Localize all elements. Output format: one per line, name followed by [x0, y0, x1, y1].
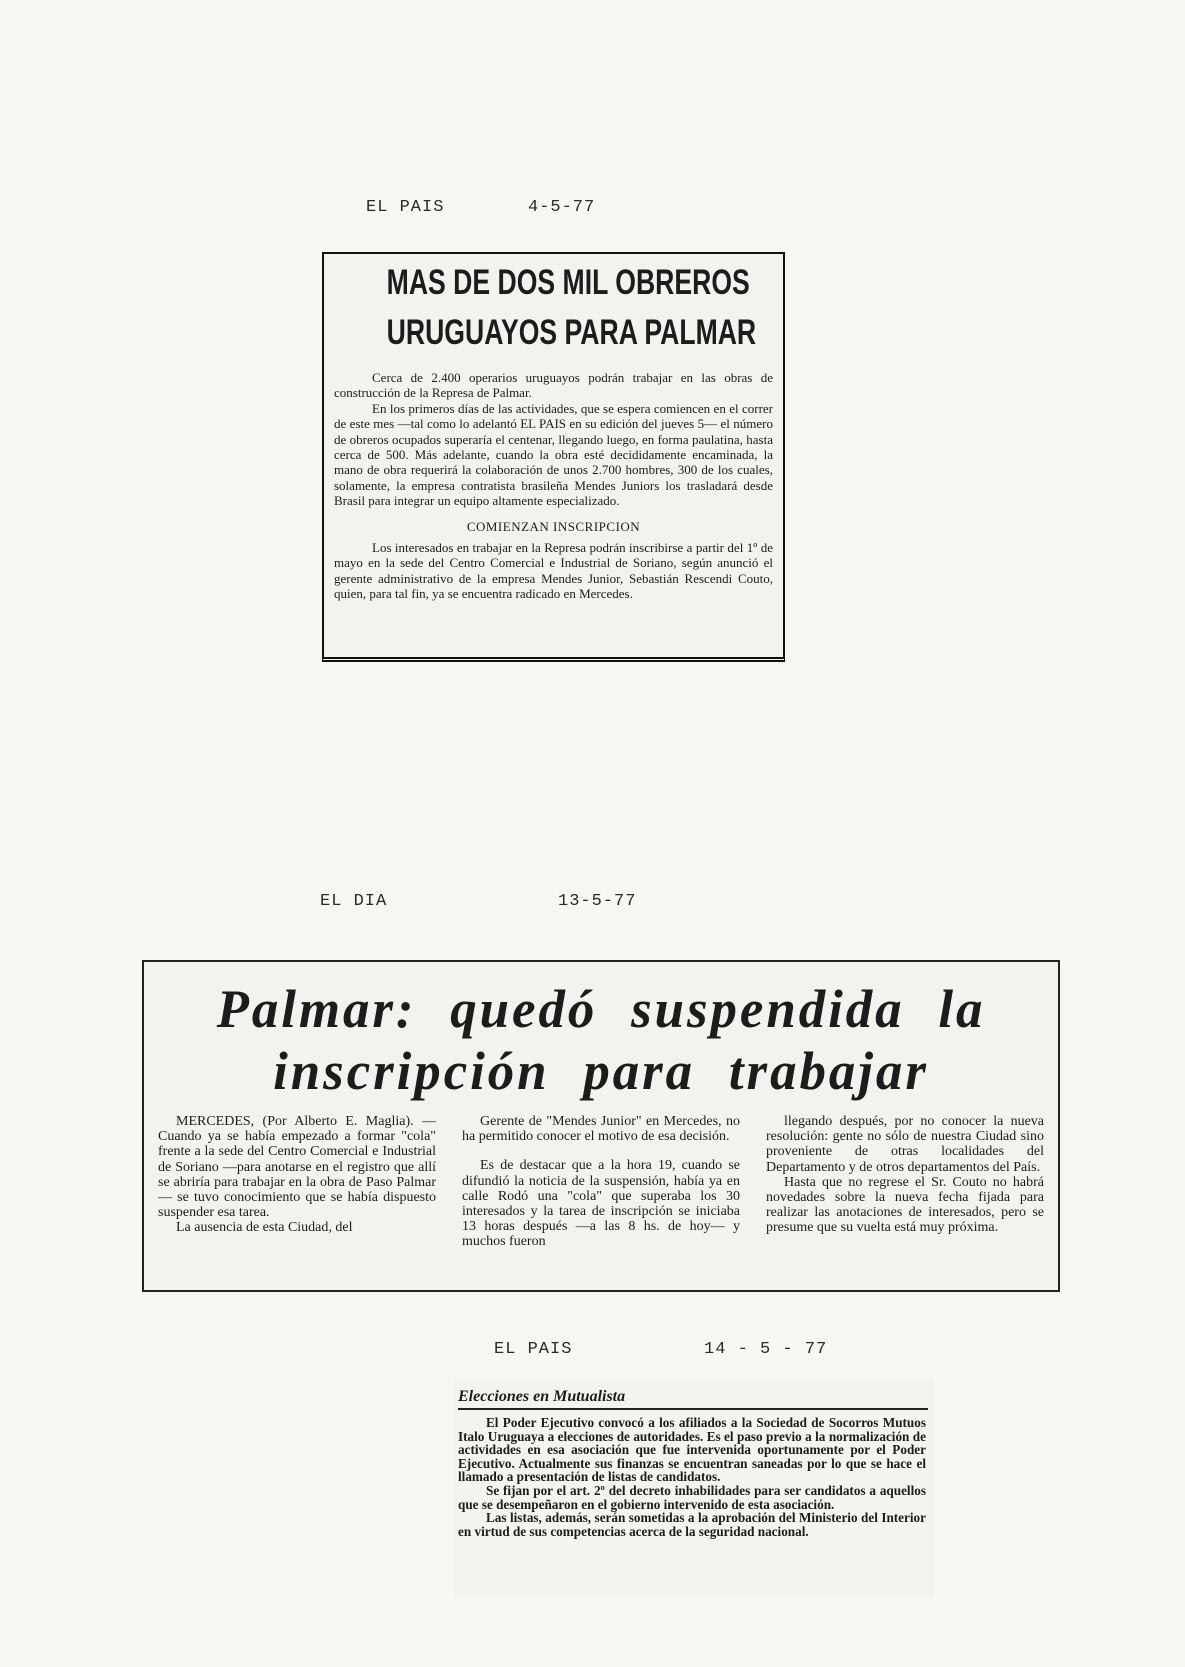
clipping-2-columns: [158, 1114, 1044, 1250]
clipping-2-headline-line-1: Palmar: quedó suspendida la: [216, 979, 986, 1039]
paragraph: Se fijan por el art. 2º del decreto inhabilidades para ser candidatos a aquellos que se desempeñaron en el gobierno intervenido de esta asociación.: [458, 1482, 926, 1512]
paragraph: Hasta que no regrese el Sr. Couto no habrá novedades sobre la nueva fecha fijada para realizar las anotaciones de interesados, pero se presume que su vuelta está muy próxima.: [766, 1174, 1044, 1236]
clipping-1-headline-line-2: URUGUAYOS PARA PALMAR: [386, 313, 757, 352]
paragraph: llegando después, por no conocer la nueva resolución: gente no sólo de nuestra Ciudad sino proveniente de otras localidades del Departamento y de otros departamentos del País.: [766, 1114, 1044, 1175]
clipping-2-headline-line-2: inscripción para trabajar: [273, 1041, 929, 1101]
paragraph: Cerca de 2.400 operarios uruguayos podrán trabajar en las obras de construcción de la Represa de Palmar.: [334, 370, 773, 401]
clipping-3-date: 14 - 5 - 77: [704, 1340, 828, 1359]
paragraph: En los primeros días de las actividades, que se espera comiencen en el correr de este mes —tal como lo adelantó EL PAIS en su edición del jueves 5— el número de obreros ocupados superaría el centenar, llegando luego, en forma paulatina, hasta cerca de 500. Más adelante, cuando la obra esté decididamente encaminada, la mano de obra requerirá la colaboración de unos 2.700 hombres, 300 de los cuales, solamente, la empresa contratista brasileña Mendes Juniors los trasladará desde Brasil para integrar un equipo altamente especializado.: [334, 400, 773, 509]
clipping-2: [142, 960, 1060, 1292]
clipping-3: [454, 1380, 934, 1595]
paragraph: La ausencia de esta Ciudad, del: [176, 1220, 353, 1236]
column-2: [462, 1114, 740, 1250]
clipping-1-source: EL PAIS: [366, 198, 445, 217]
paragraph: El Poder Ejecutivo convocó a los afiliados a la Sociedad de Socorros Mutuos Italo Uruguaya a elecciones de autoridades. Es el paso previo a la normalización de actividades en esa asociación que fue intervenida oportunamente por el Poder Ejecutivo. Actualmente sus finanzas se encuentran saneadas por lo que se hace el llamado a presentación de listas de candidatos.: [458, 1415, 926, 1485]
clipping-3-source: EL PAIS: [494, 1340, 573, 1359]
clipping-3-rule: [458, 1408, 928, 1410]
clipping-3-body: [458, 1416, 926, 1538]
clipping-3-title: Elecciones en Mutualista: [458, 1388, 626, 1405]
paragraph: Gerente de "Mendes Junior" en Mercedes, no ha permitido conocer el motivo de esa decisión.: [462, 1114, 740, 1145]
clipping-1-date: 4-5-77: [528, 198, 596, 217]
paragraph: MERCEDES, (Por Alberto E. Maglia). — Cuando ya se había empezado a formar "cola" frente a la sede del Centro Comercial e Industrial de Soriano —para anotarse en el registro que allí se abriría para trabajar en la obra de Paso Palmar— se tuvo conocimiento que se había dispuesto suspender esa tarea.: [158, 1114, 436, 1221]
column-3: [766, 1114, 1044, 1250]
column-1: [158, 1114, 436, 1250]
paragraph: Es de destacar que a la hora 19, cuando se difundió la noticia de la suspensión, había ya en calle Rodó una "cola" que superaba los 30 interesados y la tarea de inscripción se iniciaba 13 horas después —a las 8 hs. de hoy— y muchos fueron: [462, 1158, 740, 1250]
clipping-2-date: 13-5-77: [558, 892, 637, 911]
clipping-2-source: EL DIA: [320, 892, 388, 911]
clipping-1: [322, 252, 785, 662]
clipping-1-subheading: COMIENZAN INSCRIPCION: [466, 518, 641, 534]
clipping-1-headline-line-1: MAS DE DOS MIL OBREROS: [386, 263, 750, 302]
paragraph: Las listas, además, serán sometidas a la aprobación del Ministerio del Interior en virtud de sus competencias acerca de la seguridad nacional.: [458, 1510, 926, 1539]
clipping-1-body: [334, 370, 773, 602]
paragraph: Los interesados en trabajar en la Represa podrán inscribirse a partir del 1º de mayo en la sede del Centro Comercial e Industrial de Soriano, según anunció el gerente administrativo de la empresa Mendes Junior, Sebastián Rescendi Couto, quien, para tal fin, ya se encuentra radicado en Mercedes.: [334, 540, 773, 602]
